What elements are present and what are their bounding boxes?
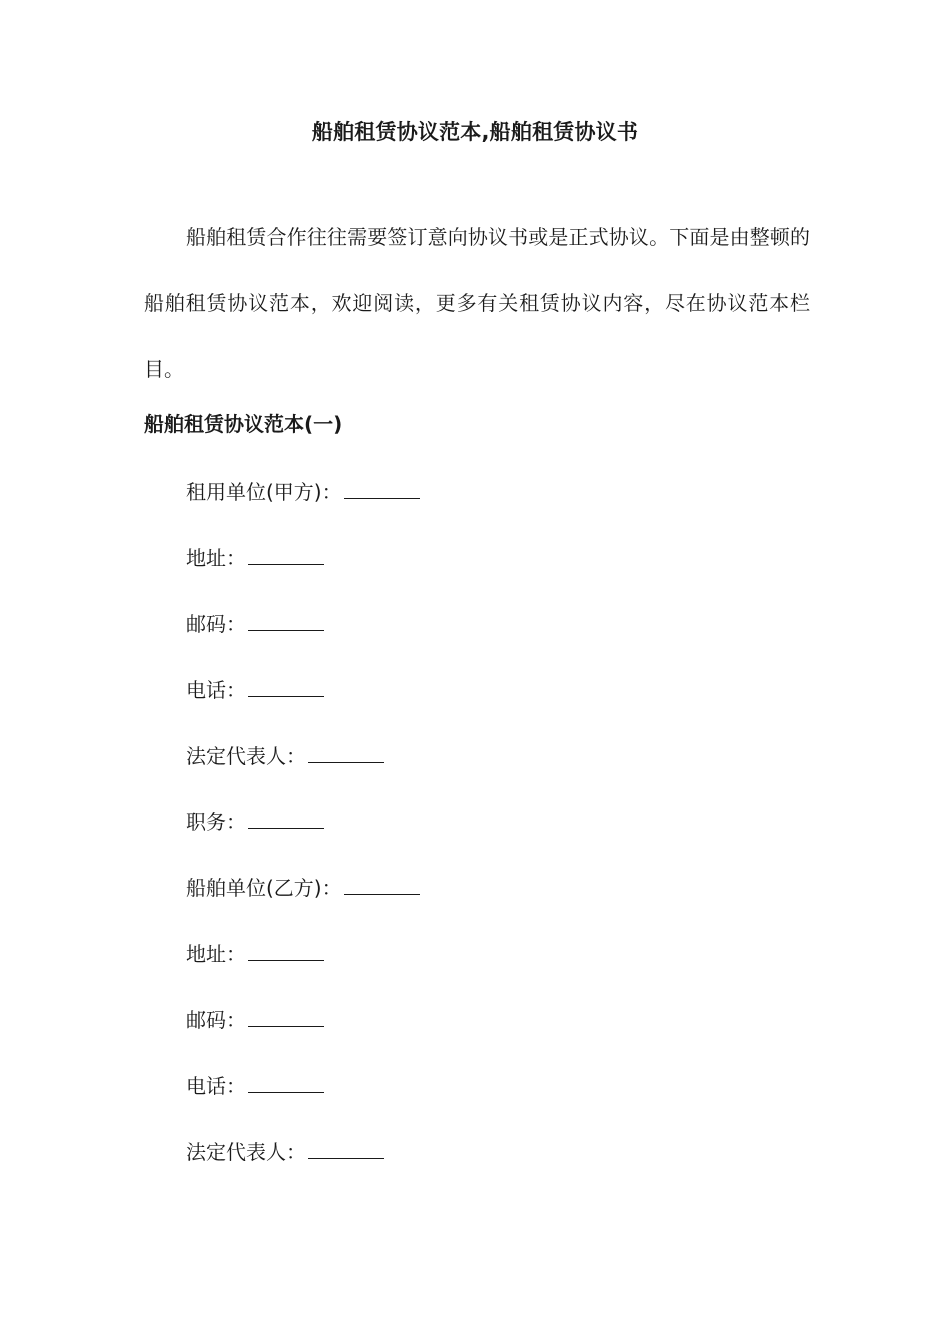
field-lessee-unit bbox=[186, 476, 420, 508]
fill-in-blank bbox=[248, 612, 324, 631]
field-label: 地址： bbox=[186, 546, 246, 570]
field-label: 地址： bbox=[186, 942, 246, 966]
field-lessee-legal-rep bbox=[186, 740, 384, 772]
fill-in-blank bbox=[308, 1140, 384, 1159]
fill-in-blank bbox=[344, 876, 420, 895]
field-label: 电话： bbox=[186, 678, 246, 702]
field-lessor-address bbox=[186, 938, 324, 970]
field-lessee-phone bbox=[186, 674, 324, 706]
fill-in-blank bbox=[344, 480, 420, 499]
intro-paragraph: 船舶租赁合作往往需要签订意向协议书或是正式协议。下面是由整顿的船舶租赁协议范本，欢迎阅读，更多有关租赁协议内容，尽在协议范本栏目。 bbox=[144, 225, 810, 381]
field-label: 法定代表人： bbox=[186, 744, 306, 768]
field-lessor-postcode bbox=[186, 1004, 324, 1036]
field-lessee-address bbox=[186, 542, 324, 574]
field-lessor-phone bbox=[186, 1070, 324, 1102]
field-label: 船舶单位(乙方)： bbox=[186, 876, 342, 900]
section-heading: 船舶租赁协议范本(一) bbox=[144, 412, 343, 436]
field-lessee-postcode bbox=[186, 608, 324, 640]
field-label: 邮码： bbox=[186, 1008, 246, 1032]
field-lessor-unit bbox=[186, 872, 420, 904]
field-label: 电话： bbox=[186, 1074, 246, 1098]
field-lessee-position bbox=[186, 806, 324, 838]
field-lessor-legal-rep bbox=[186, 1136, 384, 1168]
fill-in-blank bbox=[248, 810, 324, 829]
fill-in-blank bbox=[248, 546, 324, 565]
field-label: 法定代表人： bbox=[186, 1140, 306, 1164]
fill-in-blank bbox=[248, 1008, 324, 1027]
field-label: 邮码： bbox=[186, 612, 246, 636]
fill-in-blank bbox=[308, 744, 384, 763]
field-label: 租用单位(甲方)： bbox=[186, 480, 342, 504]
fill-in-blank bbox=[248, 1074, 324, 1093]
document-title: 船舶租赁协议范本,船舶租赁协议书 bbox=[311, 120, 639, 144]
fill-in-blank bbox=[248, 942, 324, 961]
fill-in-blank bbox=[248, 678, 324, 697]
field-label: 职务： bbox=[186, 810, 246, 834]
